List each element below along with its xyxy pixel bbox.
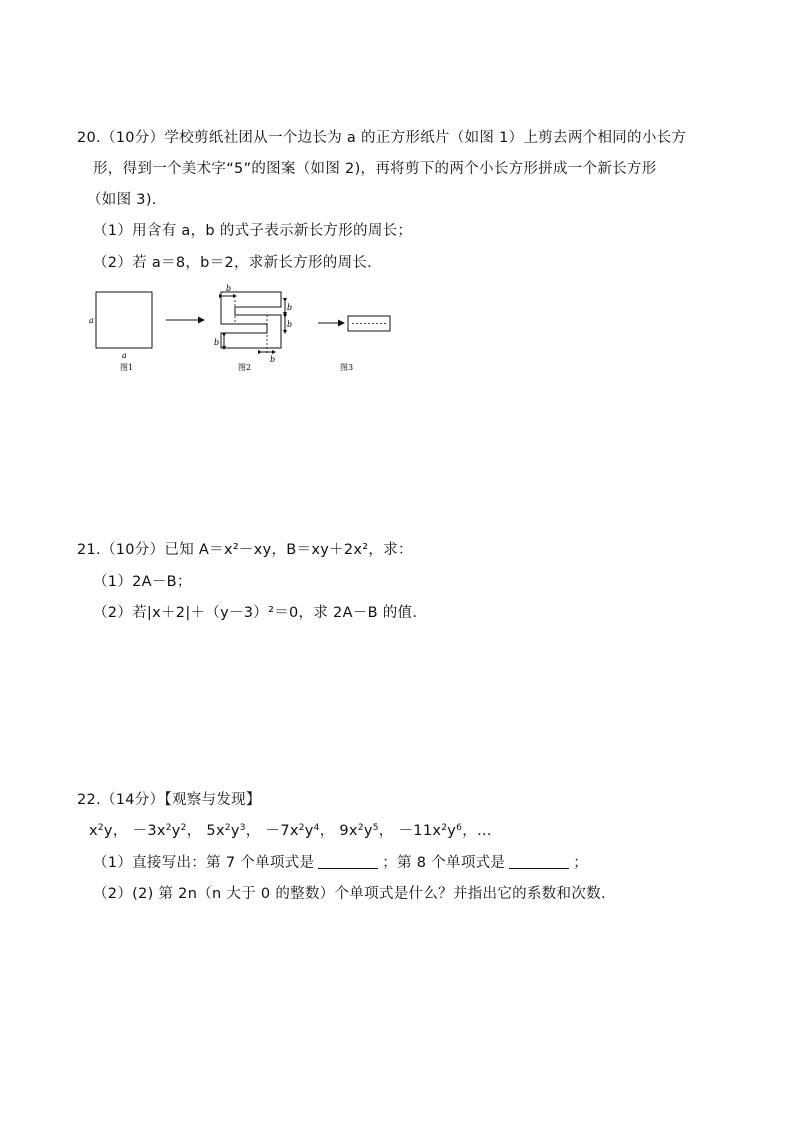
monomial-term: $-3x^2y^2$， [132,823,207,839]
q22-sub1-part-a: （1）直接写出：第 7 个单项式是 [93,855,315,871]
svg-text:b: b [287,303,293,312]
q20-sub1: （1）用含有 a，b 的式子表示新长方形的周长； [93,223,413,239]
monomial-term: $-7x^2y^4$， [265,823,340,839]
q21-sub1: （1）2A－B； [93,574,192,590]
monomial-term: $x^2y$， [89,823,133,839]
svg-text:b: b [270,355,276,364]
monomial-term: $9x^2y^5$， [339,823,399,839]
q20-sub2: （2）若 a＝8，b＝2，求新长方形的周长. [93,255,373,271]
monomial-term: $-11x^2y^6$，… [398,823,492,839]
fig2-caption: 图2 [238,363,252,372]
q22-sub2: （2）(2) 第 2n（n 大于 0 的整数）个单项式是什么？并指出它的系数和次数. [93,886,606,902]
q22-sequence [89,821,492,841]
q22-sub1 [93,853,588,873]
svg-text:b: b [226,284,232,293]
fig1-square [96,292,152,348]
q22-title: 22.（14分）【观察与发现】 [77,792,261,808]
monomial-term: $5x^2y^3$， [206,823,266,839]
q20-line2: 形，得到一个美术字“5”的图案（如图 2)，再将剪下的两个小长方形拼成一个新长方形 [93,161,657,177]
q21-line1: 21.（10分）已知 A＝x²－xy，B＝xy＋2x²，求： [77,542,413,558]
q20-line1: 20.（10分）学校剪纸社团从一个边长为 a 的正方形纸片（如图 1）上剪去两个相同的小长方 [77,130,687,146]
fig1-side-left: a [89,316,94,325]
answer-blank-7[interactable] [318,854,378,869]
svg-text:b: b [214,338,220,347]
q20-line3: （如图 3). [87,192,157,208]
q21-sub2: （2）若|x＋2|＋（y－3）²＝0，求 2A－B 的值. [93,605,418,621]
fig2-shape [221,292,281,348]
answer-blank-8[interactable] [509,854,569,869]
fig3-caption: 图3 [340,363,354,372]
q22-sub1-part-c: ； [573,855,589,871]
fig1-caption: 图1 [120,363,134,372]
svg-text:b: b [287,320,293,329]
q20-figure [80,280,410,380]
q22-sub1-part-b: ；第 8 个单项式是 [382,855,506,871]
fig1-side-bottom: a [122,351,127,360]
